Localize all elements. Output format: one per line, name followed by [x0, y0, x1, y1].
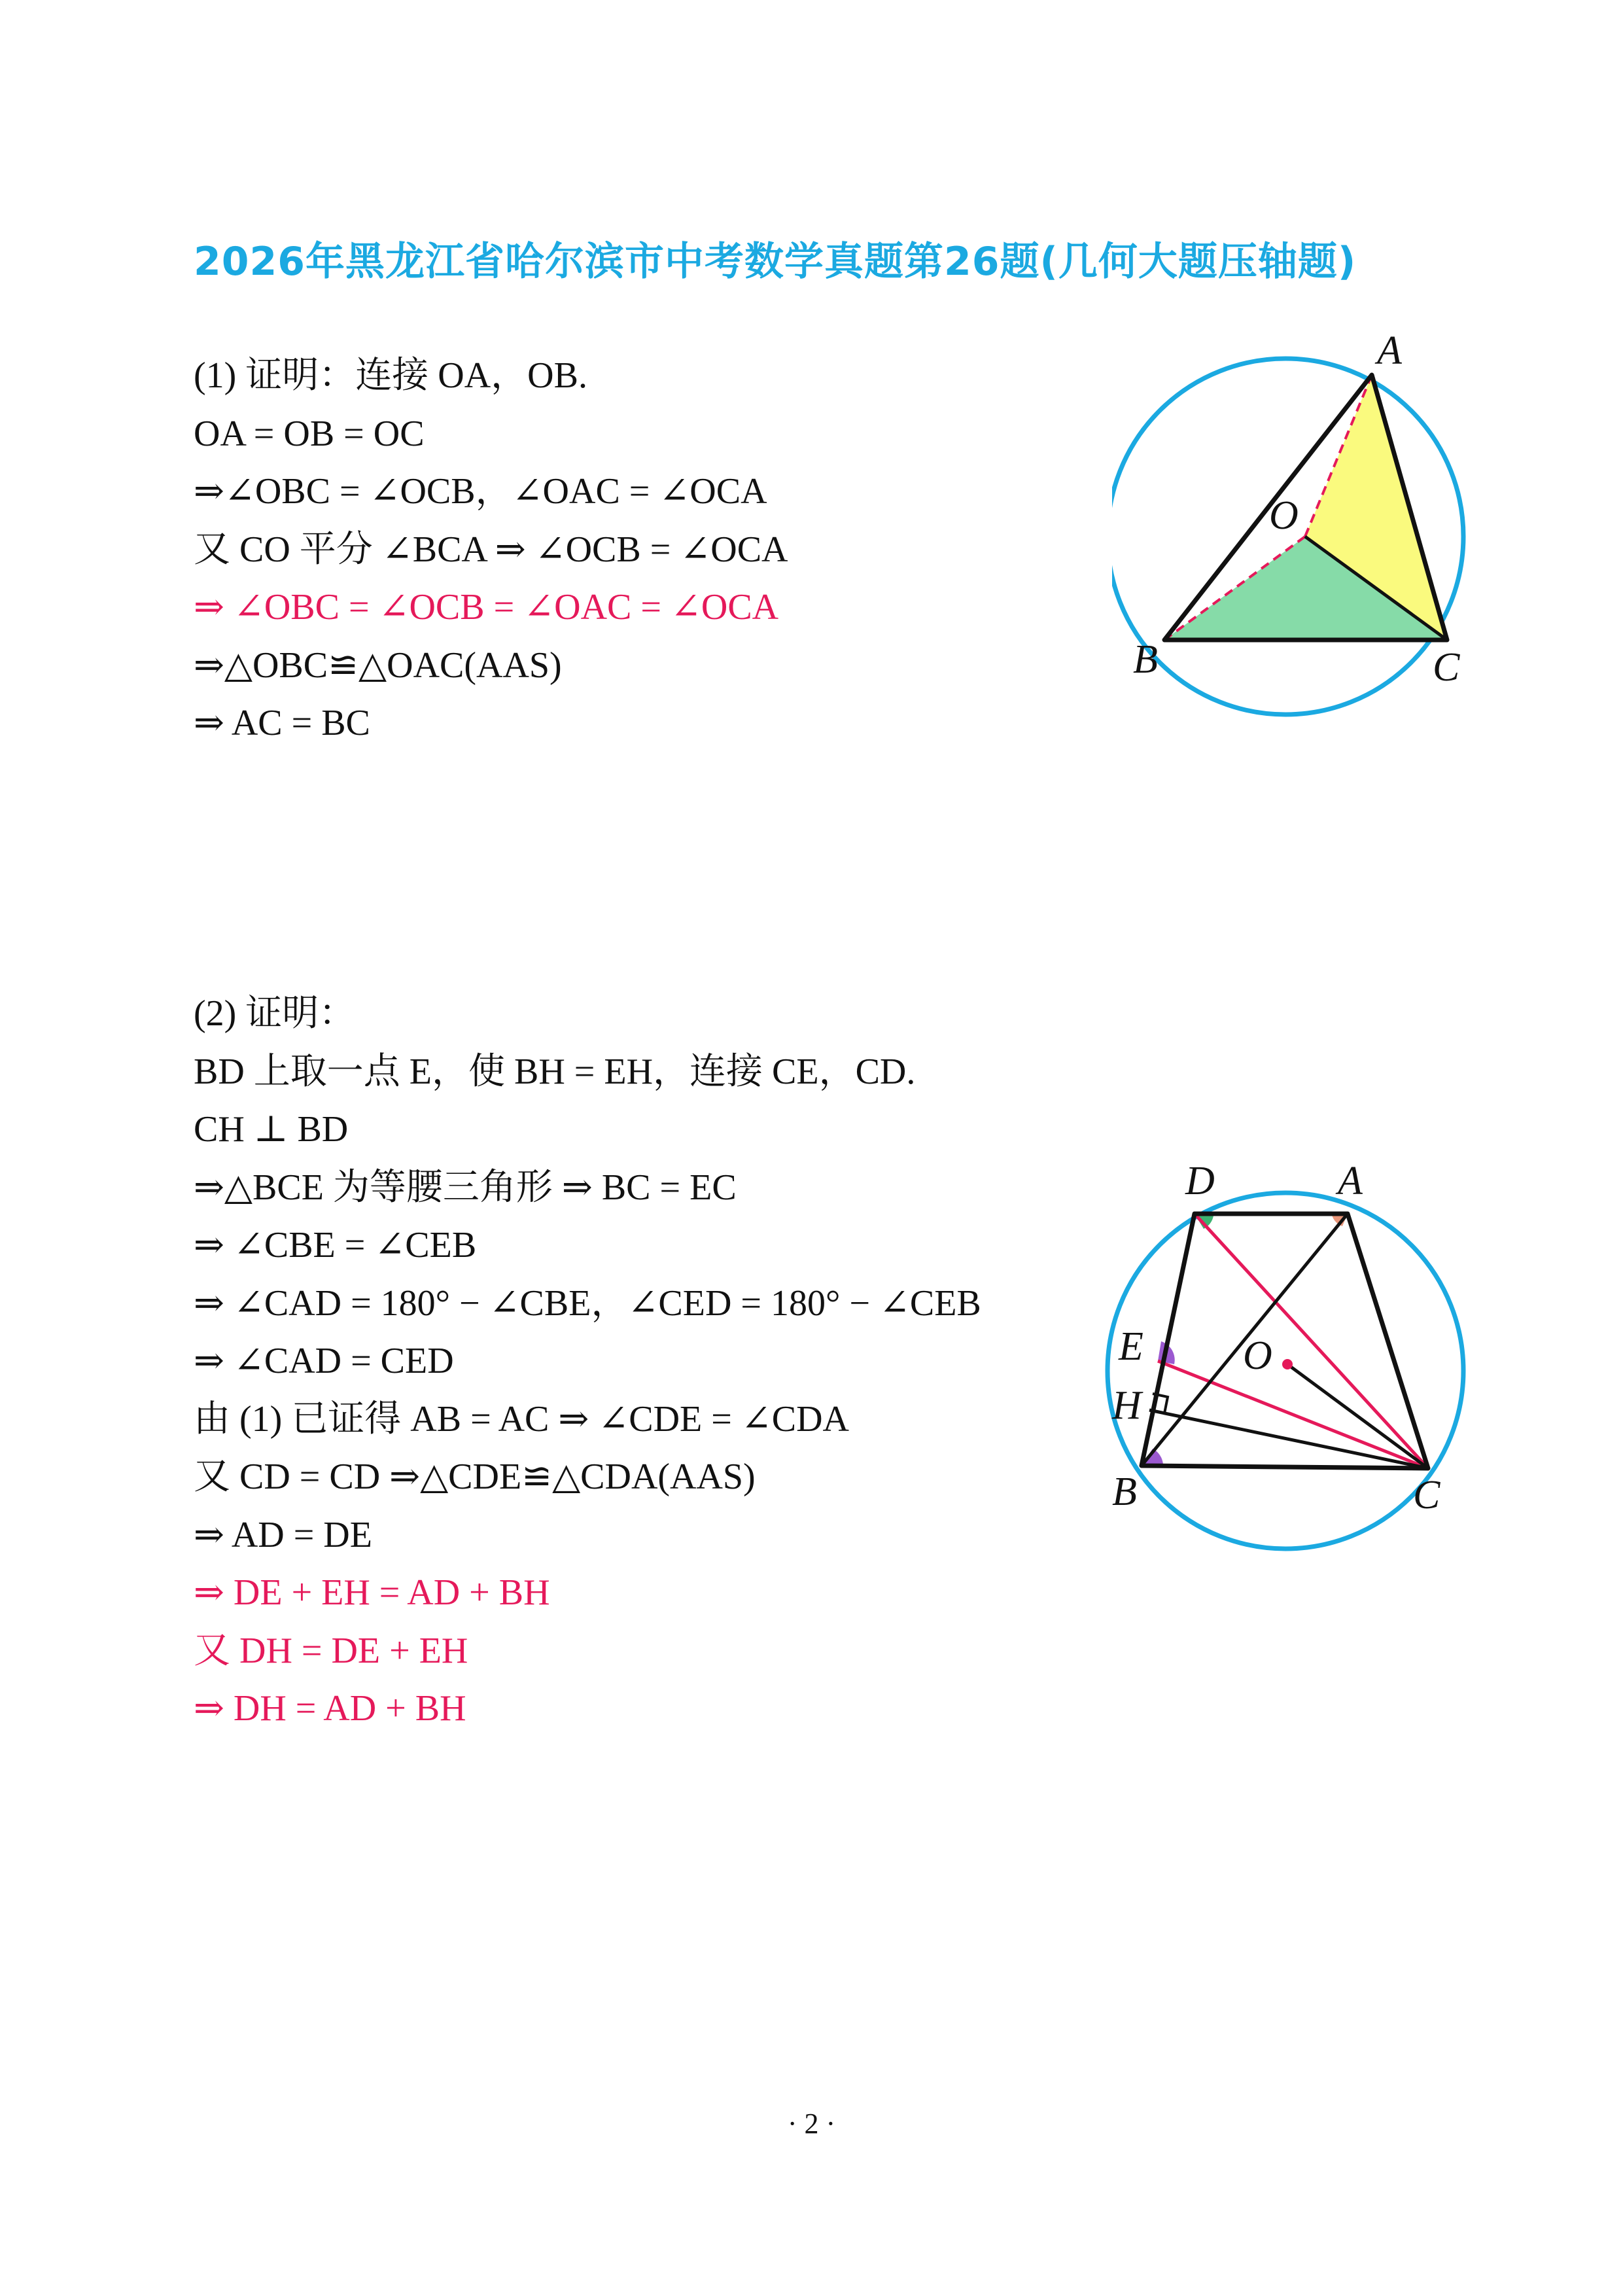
label-c: C: [1433, 645, 1460, 690]
proof-line: ⇒△OBC≌△OAC(AAS): [194, 645, 562, 686]
proof-line: 又 CD = CD ⇒△CDE≌△CDA(AAS): [194, 1457, 756, 1497]
label-e: E: [1119, 1324, 1143, 1369]
proof-line: ⇒ ∠OBC = ∠OCB = ∠OAC = ∠OCA: [194, 587, 779, 627]
proof-line: (2) 证明：: [194, 993, 356, 1034]
proof-line: OA = OB = OC: [194, 413, 425, 454]
quadrilateral-dacb: [1142, 1214, 1428, 1468]
label-h: H: [1112, 1383, 1142, 1428]
label-o: O: [1243, 1333, 1272, 1378]
proof-part-2: [194, 985, 981, 1738]
label-o: O: [1269, 493, 1299, 538]
label-d: D: [1185, 1159, 1215, 1203]
proof-line: 由 (1) 已证得 AB = AC ⇒ ∠CDE = ∠CDA: [194, 1398, 849, 1439]
proof-line: ⇒ ∠CBE = ∠CEB: [194, 1225, 477, 1265]
figure-1-triangle-in-circle: [1112, 314, 1505, 720]
proof-line: 又 CO 平分 ∠BCA ⇒ ∠OCB = ∠OCA: [194, 529, 788, 570]
proof-line: ⇒ DH = AD + BH: [194, 1688, 466, 1729]
proof-part-1: [194, 347, 788, 752]
figure-2-quadrilateral-in-circle: [1086, 1139, 1492, 1557]
proof-line: CH ⊥ BD: [194, 1109, 349, 1150]
label-b: B: [1133, 637, 1158, 682]
proof-line: ⇒△BCE 为等腰三角形 ⇒ BC = EC: [194, 1167, 737, 1208]
page-number: · 2 ·: [787, 2108, 836, 2140]
segment-cd: [1195, 1214, 1428, 1468]
proof-line: ⇒ ∠CAD = CED: [194, 1341, 454, 1381]
proof-line: ⇒ AD = DE: [194, 1514, 372, 1555]
proof-line: 又 DH = DE + EH: [194, 1630, 468, 1671]
page-title: 2026年黑龙江省哈尔滨市中考数学真题第26题(几何大题压轴题): [194, 239, 1357, 285]
label-a: A: [1377, 328, 1402, 373]
label-a: A: [1338, 1159, 1363, 1203]
proof-line: ⇒∠OBC = ∠OCB，∠OAC = ∠OCA: [194, 471, 767, 512]
proof-line: (1) 证明：连接 OA，OB.: [194, 355, 587, 396]
proof-line: ⇒ AC = BC: [194, 703, 370, 743]
proof-line: BD 上取一点 E，使 BH = EH，连接 CE，CD.: [194, 1051, 916, 1092]
proof-line: ⇒ ∠CAD = 180° − ∠CBE，∠CED = 180° − ∠CEB: [194, 1282, 981, 1324]
center-point-o: [1282, 1359, 1293, 1369]
proof-line: ⇒ DE + EH = AD + BH: [194, 1572, 550, 1613]
segment-ce: [1158, 1361, 1428, 1468]
label-c: C: [1413, 1473, 1440, 1517]
label-b: B: [1112, 1470, 1137, 1514]
